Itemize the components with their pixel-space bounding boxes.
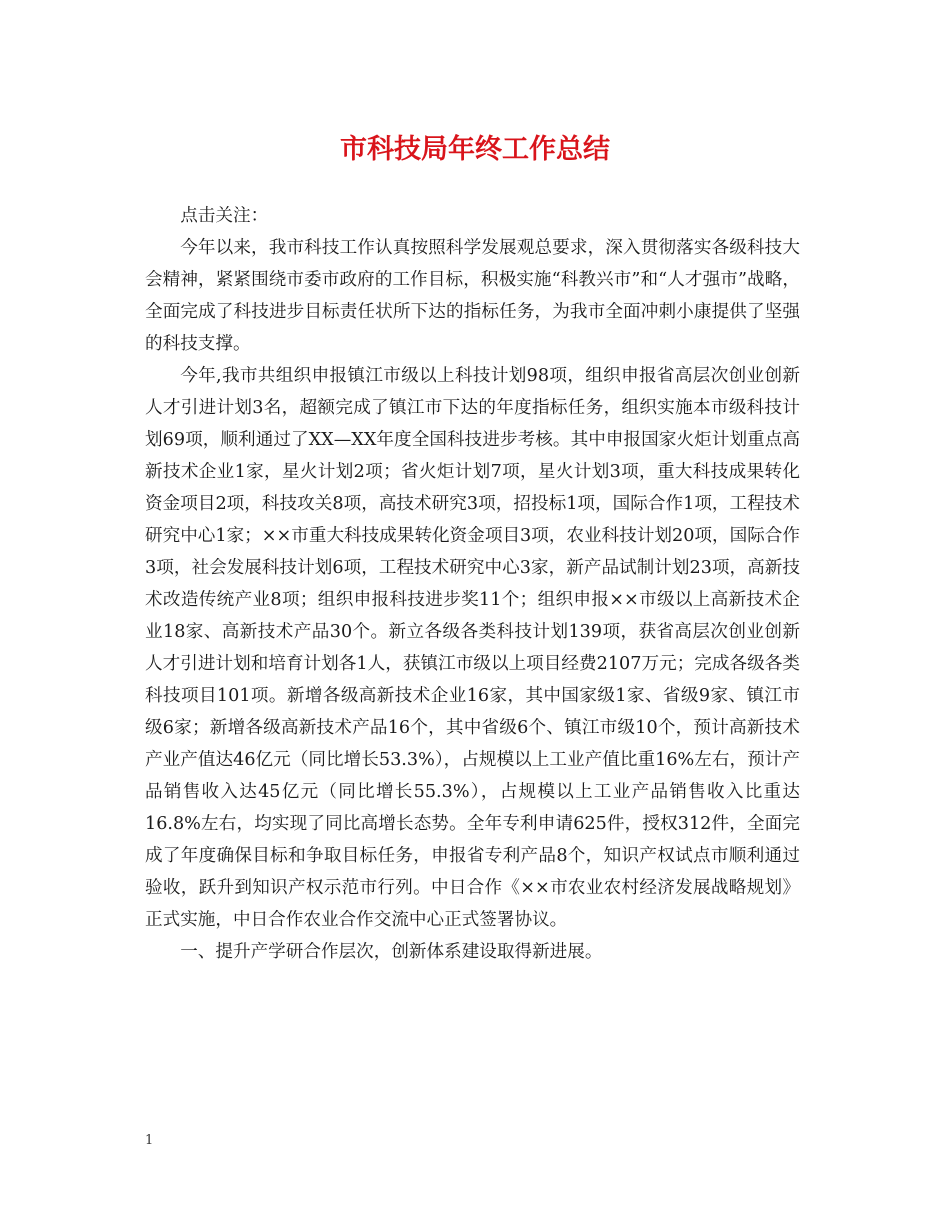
paragraph-follow-prompt: 点击关注： bbox=[180, 206, 269, 226]
paragraph-section-heading: 一、提升产学研合作层次，创新体系建设取得新进展。 bbox=[180, 942, 603, 962]
paragraph-achievements: 今年,我市共组织申报镇江市级以上科技计划98项，组织申报省高层次创业创新人才引进计划3名，超额完成了镇江市下达的年度指标任务，组织实施本市级科技计划69项，顺利通过了XX—XX年度全国科技进步考核。其中申报国家火炬计划重点高新技术企业1家，星火计划2项；省火炬计划7项，星火计划3项，重大科技成果转化资金项目2项，科技攻关8项，高技术研究3项，招投标1项，国际合作1项，工程技术研究中心1家；××市重大科技成果转化资金项目3项，农业科技计划20项，国际合作3项，社会发展科技计划6项，工程技术研究中心3家，新产品试制计划23项，高新技术改造传统产业8项；组织申报科技进步奖11个；组织申报××市级以上高新技术企业18家、高新技术产品30个。新立各级各类科技计划139项，获省高层次创业创新人才引进计划和培育计划各1人，获镇江市级以上项目经费2107万元；完成各级各类科技项目101项。新增各级高新技术企业16家，其中国家级1家、省级9家、镇江市级6家；新增各级高新技术产品16个，其中省级6个、镇江市级10个，预计高新技术产业产值达46亿元（同比增长53.3%），占规模以上工业产值比重16%左右，预计产品销售收入达45亿元（同比增长55.3%），占规模以上工业产品销售收入比重达16.8%左右，均实现了同比高增长态势。全年专利申请625件，授权312件，全面完成了年度确保目标和争取目标任务，申报省专利产品8个，知识产权试点市顺利通过验收，跃升到知识产权示范市行列。中日合作《××市农业农村经济发展战略规划》正式实施，中日合作农业合作交流中心正式签署协议。 bbox=[145, 366, 800, 930]
page-number: 1 bbox=[145, 1133, 154, 1148]
paragraph-intro: 今年以来，我市科技工作认真按照科学发展观总要求，深入贯彻落实各级科技大会精神，紧紧围绕市委市政府的工作目标，积极实施“科教兴市”和“人才强市”战略，全面完成了科技进步目标责任状所下达的指标任务，为我市全面冲刺小康提供了坚强的科技支撑。 bbox=[145, 238, 800, 354]
document-body bbox=[145, 200, 800, 968]
document-title: 市科技局年终工作总结 bbox=[340, 134, 610, 165]
